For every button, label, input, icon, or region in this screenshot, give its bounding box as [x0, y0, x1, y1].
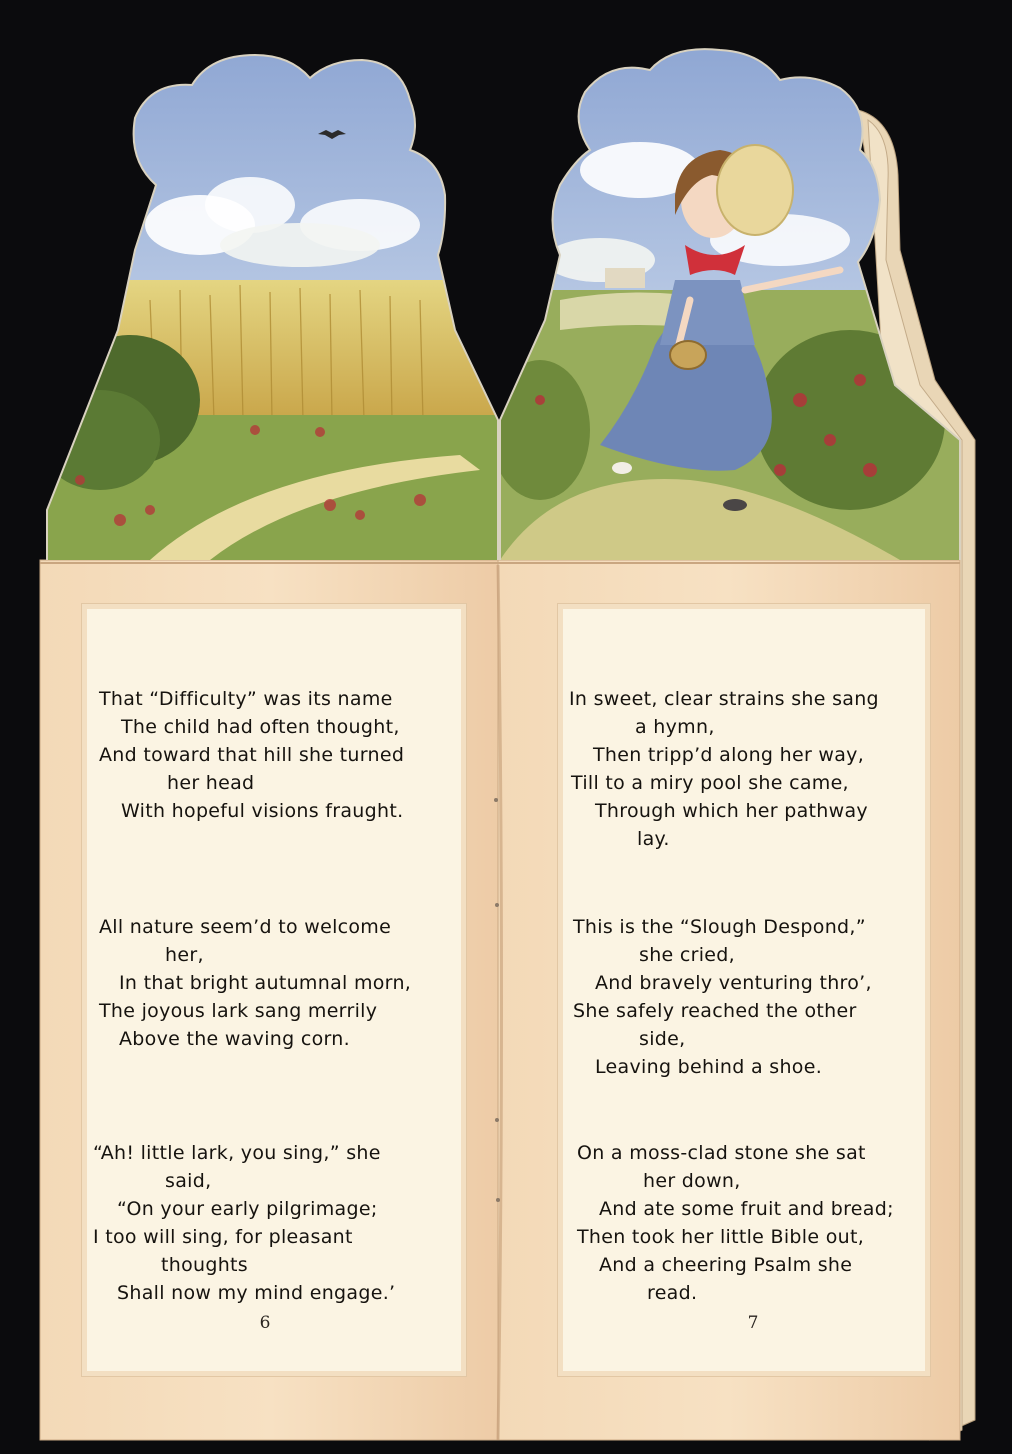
verse-line: her, — [165, 944, 204, 966]
page-number: 6 — [259, 1313, 271, 1333]
verse-line: a hymn, — [635, 716, 715, 738]
verse-line: said, — [165, 1170, 212, 1192]
verse-line: her head — [167, 772, 255, 794]
verse-line: Through which her pathway — [595, 800, 868, 822]
verse-line: And bravely venturing thro’, — [595, 972, 872, 994]
stanza — [563, 913, 925, 1081]
verse-line: With hopeful visions fraught. — [121, 800, 404, 822]
verse-line: And ate some fruit and bread; — [599, 1198, 894, 1220]
verse-line: Shall now my mind engage.’ — [117, 1282, 396, 1304]
verse-line: read. — [647, 1282, 698, 1304]
verse-line: “On your early pilgrimage; — [117, 1198, 378, 1220]
verse-line: In that bright autumnal morn, — [119, 972, 412, 994]
stanza — [563, 685, 925, 853]
verse-line: “Ah! little lark, you sing,” she — [93, 1142, 381, 1164]
verse-line: That “Difficulty” was its name — [99, 688, 393, 710]
verse-line: Till to a miry pool she came, — [571, 772, 849, 794]
verse-line: Above the waving corn. — [119, 1028, 350, 1050]
verse-line: Then took her little Bible out, — [577, 1226, 865, 1248]
verse-line: side, — [639, 1028, 686, 1050]
verse-line: thoughts — [161, 1254, 249, 1276]
verse-line: The child had often thought, — [121, 716, 400, 738]
verse-line: lay. — [637, 828, 670, 850]
verse-line: On a moss-clad stone she sat — [577, 1142, 866, 1164]
verse-line: She safely reached the other — [573, 1000, 857, 1022]
stanza — [563, 1139, 925, 1307]
verse-line: I too will sing, for pleasant — [93, 1226, 353, 1248]
verse-line: Leaving behind a shoe. — [595, 1056, 823, 1078]
page-7-text-panel — [558, 604, 930, 1376]
verse-line: All nature seem’d to welcome — [99, 916, 392, 938]
stanza — [87, 685, 461, 825]
page-6-text-panel — [82, 604, 466, 1376]
verse-line: The joyous lark sang merrily — [99, 1000, 378, 1022]
verse-line: And a cheering Psalm she — [599, 1254, 853, 1276]
verse-line: In sweet, clear strains she sang — [569, 688, 879, 710]
verse-line: This is the “Slough Despond,” — [573, 916, 866, 938]
verse-line: And toward that hill she turned — [99, 744, 405, 766]
wheat-field-illustration — [40, 40, 510, 575]
stanza — [87, 913, 461, 1053]
verse-line: her down, — [643, 1170, 741, 1192]
stanza — [87, 1139, 461, 1307]
verse-line: Then tripp’d along her way, — [593, 744, 865, 766]
page-number: 7 — [747, 1313, 759, 1333]
verse-line: she cried, — [639, 944, 735, 966]
